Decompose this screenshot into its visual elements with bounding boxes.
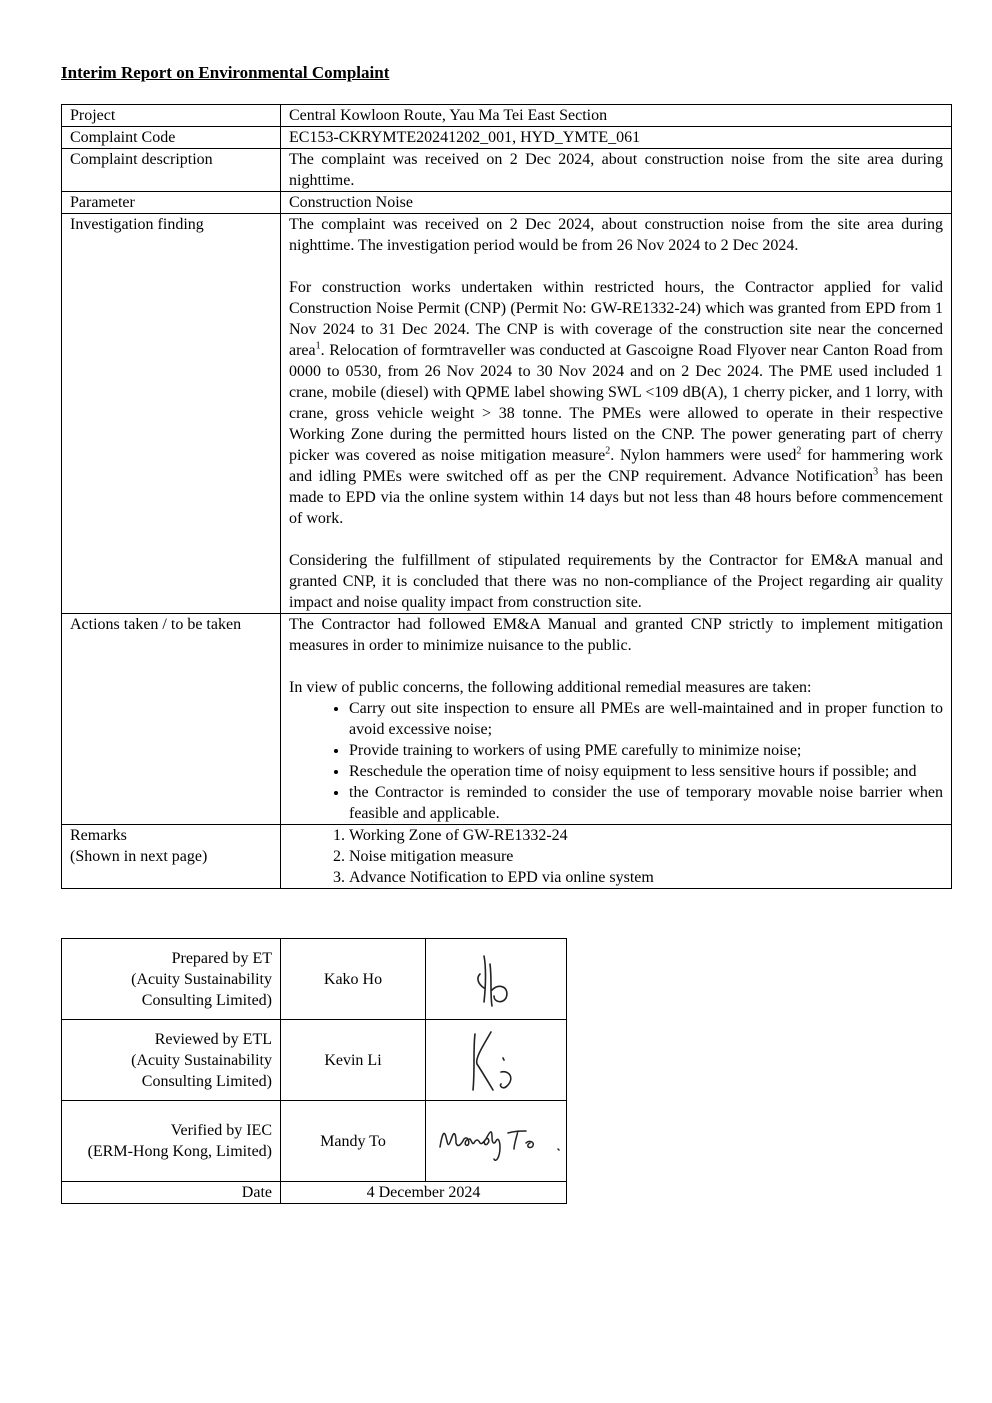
complaint-code-value: EC153-CKRYMTE20241202_001, HYD_YMTE_061 <box>281 127 952 149</box>
prepared-by-signature-cell <box>426 939 567 1020</box>
verified-by-signature-cell <box>426 1101 567 1182</box>
investigation-paragraph-2 <box>289 277 943 529</box>
remarks-row <box>62 825 952 889</box>
date-label: Date <box>62 1182 281 1204</box>
footnote-ref-2: 2 <box>605 445 611 457</box>
list-item: 1. Working Zone of GW-RE1332-24 <box>349 825 943 846</box>
footnote-ref-3: 2 <box>796 445 802 457</box>
actions-row <box>62 614 952 825</box>
reviewed-by-role-cell <box>62 1020 281 1101</box>
investigation-paragraph-1: The complaint was received on 2 Dec 2024, about construction noise from the site area during nighttime. The investigation period would be from 26 Nov 2024 to 2 Dec 2024. <box>289 216 943 254</box>
project-value: Central Kowloon Route, Yau Ma Tei East Section <box>281 105 952 127</box>
reviewed-by-signature-cell <box>426 1020 567 1101</box>
complaint-table <box>61 104 952 889</box>
investigation-value <box>281 214 952 614</box>
signature-image <box>466 944 526 1014</box>
list-item: 3. Advance Notification to EPD via online system <box>349 867 943 888</box>
actions-value <box>281 614 952 825</box>
remarks-list <box>289 825 943 888</box>
list-item: • Provide training to workers of using PME carefully to minimize noise; <box>349 740 943 761</box>
actions-paragraph-1: The Contractor had followed EM&A Manual and granted CNP strictly to implement mitigation measures in order to minimize nuisance to the public. <box>289 616 943 654</box>
reviewed-by-row <box>62 1020 567 1101</box>
remarks-sublabel: (Shown in next page) <box>70 848 208 865</box>
investigation-text-c: . Nylon hammers were used <box>610 447 797 464</box>
reviewed-by-role: Reviewed by ETL <box>154 1030 272 1048</box>
reviewed-by-org: (Acuity Sustainability Consulting Limited) <box>131 1051 272 1090</box>
list-item: 2. Noise mitigation measure <box>349 846 943 867</box>
investigation-text-a: For construction works undertaken within restricted hours, the Contractor applied for valid Construction Noise Permit (CNP) (Permit No: GW-RE1332-24) which was granted from EPD from 1 Nov 2024 to 31 Dec 2024. The CNP is with coverage of the construction site near the concerned area <box>289 279 943 359</box>
verified-by-role-cell <box>62 1101 281 1182</box>
investigation-paragraph-3: Considering the fulfillment of stipulated requirements by the Contractor for EM&A manual and granted CNP, it is concluded that there was no non-compliance of the Project regarding air quality impact and noise quality impact from construction site. <box>289 552 943 611</box>
complaint-description-label: Complaint description <box>62 149 281 192</box>
investigation-row <box>62 214 952 614</box>
verified-by-org: (ERM-Hong Kong, Limited) <box>87 1143 272 1160</box>
date-row <box>62 1182 567 1204</box>
footnote-ref-1: 1 <box>315 340 321 352</box>
parameter-label: Parameter <box>62 192 281 214</box>
complaint-description-row <box>62 149 952 192</box>
signoff-table <box>61 938 567 1204</box>
investigation-text-e: has been made to EPD via the online system within 14 days but not less than 48 hours before commencement of work. <box>289 468 944 527</box>
prepared-by-name: Kako Ho <box>281 939 426 1020</box>
prepared-by-role: Prepared by ET <box>171 949 272 967</box>
prepared-by-org: (Acuity Sustainability Consulting Limited) <box>131 970 272 1009</box>
project-label: Project <box>62 105 281 127</box>
actions-label: Actions taken / to be taken <box>62 614 281 825</box>
complaint-code-row <box>62 127 952 149</box>
actions-paragraph-2: In view of public concerns, the following additional remedial measures are taken: <box>289 679 812 696</box>
reviewed-by-name: Kevin Li <box>281 1020 426 1101</box>
report-title: Interim Report on Environmental Complaint <box>61 63 390 82</box>
project-row <box>62 105 952 127</box>
investigation-label: Investigation finding <box>62 214 281 614</box>
footnote-ref-4: 3 <box>873 466 879 478</box>
signature-image <box>434 1113 568 1169</box>
remarks-label: Remarks <box>70 827 127 844</box>
prepared-by-row <box>62 939 567 1020</box>
complaint-code-label: Complaint Code <box>62 127 281 149</box>
verified-by-role: Verified by IEC <box>170 1122 272 1139</box>
investigation-text-d: for hammering work and idling PMEs were switched off as per the CNP requirement. Advance Notification <box>289 447 944 485</box>
list-item: • Carry out site inspection to ensure all PMEs are well-maintained and in proper function to avoid excessive noise; <box>349 698 943 740</box>
parameter-row <box>62 192 952 214</box>
list-item: • Reschedule the operation time of noisy equipment to less sensitive hours if possible; and <box>349 761 943 782</box>
signature-image <box>461 1024 531 1096</box>
complaint-description-value: The complaint was received on 2 Dec 2024, about construction noise from the site area during nighttime. <box>281 149 952 192</box>
parameter-value: Construction Noise <box>281 192 952 214</box>
list-item: • the Contractor is reminded to consider the use of temporary movable noise barrier when feasible and applicable. <box>349 782 943 824</box>
verified-by-name: Mandy To <box>281 1101 426 1182</box>
remedial-measures-list <box>289 698 943 824</box>
prepared-by-role-cell <box>62 939 281 1020</box>
remarks-value <box>281 825 952 889</box>
remarks-label-cell <box>62 825 281 889</box>
date-value: 4 December 2024 <box>281 1182 567 1204</box>
verified-by-row <box>62 1101 567 1182</box>
investigation-text-b: . Relocation of formtraveller was conducted at Gascoigne Road Flyover near Canton Road from 0000 to 0530, from 26 Nov 2024 to 30 Nov 2024 and on 2 Dec 2024. The PME used included 1 crane, mobile (diesel) with QPME label showing SWL <109 dB(A), 1 cherry picker, and 1 lorry, with crane, gross vehicle weight > 38 tonne. The PMEs were allowed to operate in their respective Working Zone during the permitted hours listed on the CNP. The power generating part of cherry picker was covered as noise mitigation measure <box>289 342 943 464</box>
